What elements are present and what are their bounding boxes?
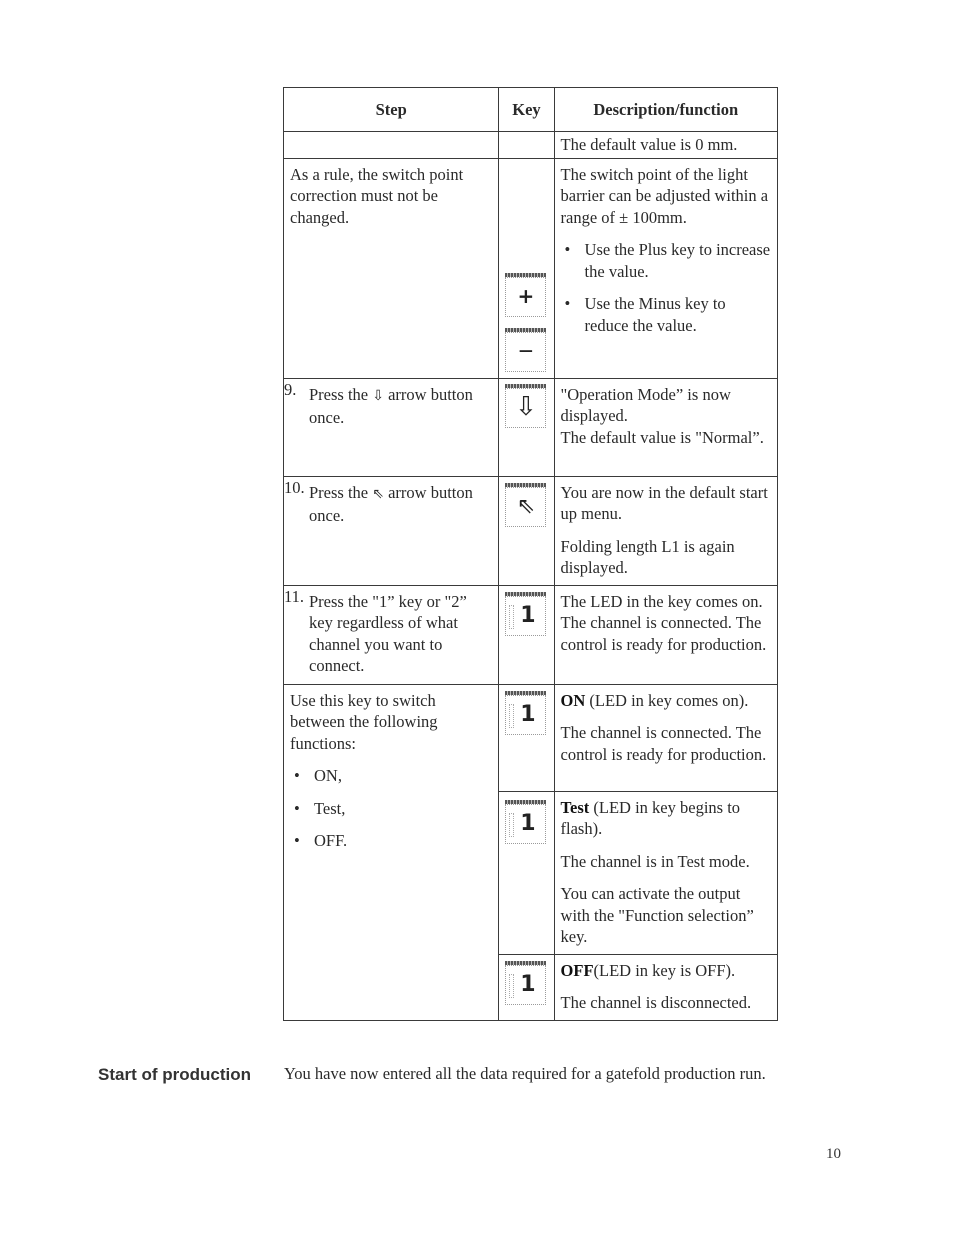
test-state-detail: You can activate the output with the "Function selection” key. <box>560 884 754 946</box>
on-state-line: ON (LED in key comes on). <box>560 690 749 710</box>
key-cell <box>499 585 554 684</box>
list-item: • Use the Minus key to reduce the value. <box>561 293 771 336</box>
switch-intro: Use this key to switch between the following functions: <box>290 690 438 753</box>
description-cell <box>554 791 777 954</box>
channel-1-key-icon: 1 <box>505 695 546 735</box>
header-description: Description/function <box>554 88 777 132</box>
table-row <box>284 476 778 585</box>
channel-1-key-icon: 1 <box>505 965 546 1005</box>
step-number: 10. <box>284 477 305 497</box>
description-cell <box>554 684 777 791</box>
step-cell <box>284 684 499 1020</box>
step-number: 9. <box>284 379 297 399</box>
step-text: Press the <box>309 482 369 502</box>
up-left-arrow-icon: ⇖ <box>372 485 384 502</box>
test-state-detail: The channel is in Test mode. <box>560 851 750 871</box>
key-cell <box>499 791 554 954</box>
table-header-row <box>284 88 778 132</box>
test-state-line: Test (LED in key begins to flash). <box>560 797 741 838</box>
step-cell <box>284 158 499 378</box>
description-cell <box>554 476 777 585</box>
correction-description: The switch point of the light barrier can be adjusted within a range of ± 100mm. <box>560 164 769 227</box>
table-row <box>284 132 778 159</box>
description-cell <box>554 954 777 1020</box>
key-cell <box>499 158 554 378</box>
step-text: arrow button once. <box>309 482 473 525</box>
table-row <box>284 684 778 791</box>
plus-key-icon: + <box>505 277 546 317</box>
list-item: • ON, <box>290 765 492 787</box>
steps-table <box>283 87 778 1021</box>
list-item: • Test, <box>290 798 492 820</box>
description-cell <box>554 585 777 684</box>
step-cell <box>284 378 499 476</box>
description-cell <box>554 378 777 476</box>
key-cell <box>499 954 554 1020</box>
minus-key-icon: — <box>505 332 546 372</box>
step-cell <box>284 585 499 684</box>
section-heading: Start of production <box>98 1065 251 1084</box>
off-state-detail: The channel is disconnected. <box>560 993 752 1012</box>
step-text: arrow button once. <box>309 384 473 427</box>
correction-note: As a rule, the switch point correction must not be changed. <box>290 164 464 227</box>
default-value-text: The default value is 0 mm. <box>560 135 738 154</box>
down-arrow-key-icon: ⇩ <box>505 388 546 428</box>
list-item: • OFF. <box>290 830 492 852</box>
key-cell <box>499 378 554 476</box>
table-row <box>284 158 778 378</box>
description-text: The LED in the key comes on. The channel is connected. The control is ready for production. <box>560 591 767 654</box>
step-cell <box>284 476 499 585</box>
up-left-arrow-key-icon: ⇖ <box>505 487 546 527</box>
step-text: Press the <box>309 384 369 404</box>
channel-1-key-icon: 1 <box>505 804 546 844</box>
key-cell <box>499 684 554 791</box>
channel-1-key-icon: 1 <box>505 596 546 636</box>
page-number: 10 <box>826 1146 841 1162</box>
header-key: Key <box>499 88 554 132</box>
header-step: Step <box>284 88 499 132</box>
off-state-line: OFF(LED in key is OFF). <box>560 960 736 980</box>
key-cell <box>499 476 554 585</box>
list-item: • Use the Plus key to increase the value. <box>561 239 771 282</box>
table-row <box>284 378 778 476</box>
description-line: "Operation Mode” is now displayed. <box>560 384 731 425</box>
key-cell <box>499 132 554 159</box>
section-text: You have now entered all the data required for a gatefold production run. <box>284 1064 766 1083</box>
on-state-detail: The channel is connected. The control is ready for production. <box>560 723 767 764</box>
description-line: Folding length L1 is again displayed. <box>560 536 735 577</box>
description-cell <box>554 158 777 378</box>
step-number: 11. <box>284 586 305 606</box>
table-row <box>284 585 778 684</box>
step-cell <box>284 132 499 159</box>
down-arrow-icon: ⇩ <box>372 387 384 404</box>
description-cell <box>554 132 777 159</box>
step-text: Press the "1” key or "2” key regardless of what channel you want to connect. <box>309 591 467 675</box>
description-line: The default value is "Normal”. <box>560 427 764 447</box>
description-line: You are now in the default start up menu. <box>560 482 768 523</box>
